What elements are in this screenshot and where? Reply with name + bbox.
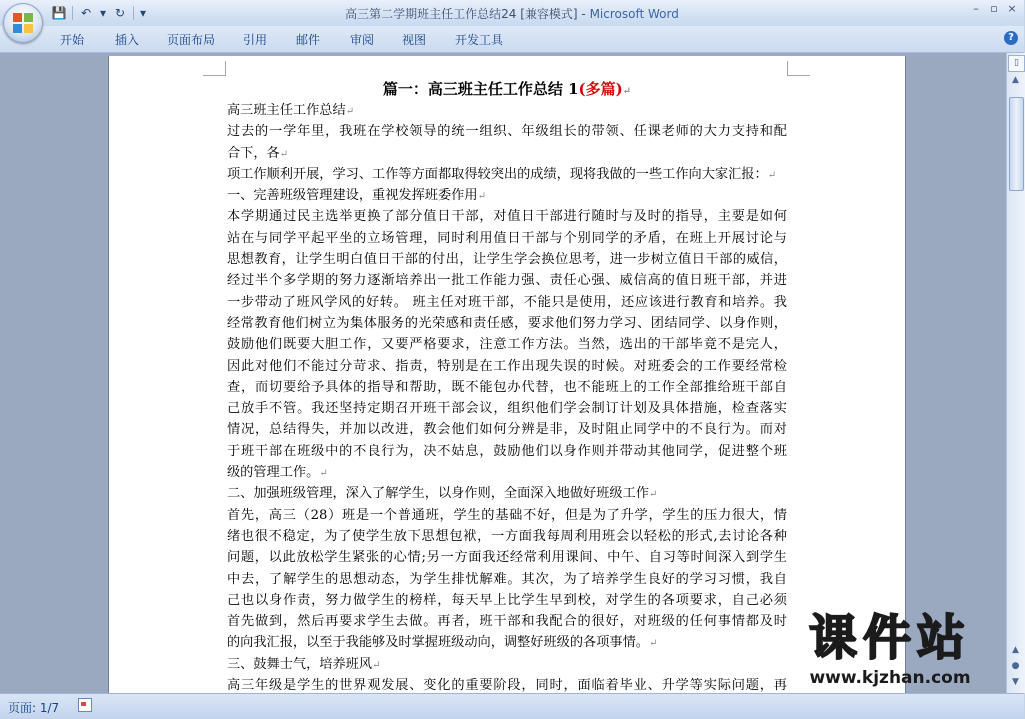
tab-mailings[interactable]: 邮件 (296, 33, 321, 47)
document-lines (227, 100, 787, 718)
paragraph-mark: ↵ (649, 638, 658, 650)
document-body[interactable] (227, 78, 787, 718)
document-line (227, 356, 787, 377)
heading-red-text: (多篇) (578, 80, 623, 98)
line-text: 经过半个多学期的努力逐渐培养出一批工作能力强、责任心强、威信高的值日班干部，并进 (227, 273, 787, 289)
title-bar (0, 0, 1024, 26)
document-line (227, 143, 787, 164)
line-text: 己也以身作责，努力做学生的榜样，每天早上比学生早到校，对学生的各项要求，自己必须 (227, 592, 787, 608)
line-text: 经常教育他们树立为集体服务的光荣感和责任感，要求他们努力学习、团结同学、以身作则， (227, 315, 787, 331)
line-text: 二、加强班级管理，深入了解学生，以身作则，全面深入地做好班级工作 (227, 486, 649, 502)
line-text: 首先做到，然后再要求学生去做。再者，班干部和我配合的很好，对班级的任何事情都及时 (227, 614, 787, 630)
line-text: 三、鼓舞士气，培养班风 (227, 656, 373, 672)
line-text: 绪也很不稳定，为了使学生放下思想包袱，一方面我每周利用班会以轻松的形式,去讨论各种 (227, 528, 787, 544)
status-bar (0, 693, 1024, 719)
scroll-thumb[interactable] (1009, 97, 1024, 191)
ribbon-tab-bar (0, 26, 1024, 53)
restore-button[interactable]: ▫ (990, 2, 998, 15)
line-text: 过去的一学年里，我班在学校领导的统一组织、年级组长的带领、任课老师的大力支持和配 (227, 124, 787, 140)
paragraph-mark: ↵ (622, 86, 632, 97)
document-line (227, 526, 787, 547)
line-text: 问题，以此放松学生紧张的心情;另一方面我还经常利用课间、中午、自习等时间深入到学生 (227, 550, 787, 566)
document-line (227, 249, 787, 270)
document-line (227, 419, 787, 440)
window-title (0, 5, 1024, 22)
line-text: 己放手不管。我还坚持定期召开班干部会议，组织他们学会制订计划及具体措施，检查落实 (227, 401, 787, 417)
line-text: 一、完善班级管理建设，重视发挥班委作用 (227, 188, 478, 204)
document-line (227, 611, 787, 632)
scroll-up-icon[interactable]: ▲ (1012, 75, 1019, 85)
document-line (227, 462, 787, 483)
watermark-url: www.kjzhan.com (809, 668, 971, 688)
document-line (227, 185, 787, 206)
line-text: 情况，总结得失，并加以改进，教会他们如何分辨是非，及时阻止同学中的不良行为。而对 (227, 422, 787, 438)
document-line (227, 398, 787, 419)
watermark-logo (765, 612, 1015, 692)
paragraph-mark: ↵ (345, 106, 355, 117)
undo-icon[interactable]: ↶ (80, 6, 92, 20)
line-text: 中去，了解学生的思想动态，为学生排忧解难。其次，为了培养学生良好的学习习惯，我自 (227, 571, 787, 587)
line-text: 本学期通过民主选举更换了部分值日干部，对值日干部进行随时与及时的指导，主要是如何 (227, 209, 787, 225)
minimize-button[interactable]: – (973, 2, 979, 15)
document-line (227, 590, 787, 611)
page-count-status[interactable]: 页面: 1/7 (8, 701, 60, 715)
proofing-icon[interactable] (78, 698, 92, 712)
document-line (227, 441, 787, 462)
help-icon[interactable]: ? (1004, 31, 1018, 45)
office-logo-icon (13, 13, 33, 33)
undo-dropdown-icon[interactable]: ▾ (99, 6, 107, 20)
document-name: 高三第二学期班主任工作总结24 [兼容模式] (345, 7, 578, 21)
margin-corner-mark (787, 61, 810, 76)
line-text: 站在与同学平起平坐的立场管理，同时利用值日干部与个别同学的矛盾，在班上开展讨论与 (227, 230, 787, 246)
paragraph-mark: ↵ (767, 169, 777, 181)
document-line (227, 292, 787, 313)
document-line (227, 164, 787, 185)
title-separator: - (577, 7, 590, 21)
redo-icon[interactable]: ↻ (114, 6, 126, 20)
tab-view[interactable]: 视图 (402, 33, 427, 47)
line-text: 首先，高三（28）班是一个普通班，学生的基础不好，但是为了升学，学生的压力很大，情 (227, 507, 787, 523)
document-line (227, 483, 787, 504)
document-line (227, 569, 787, 590)
document-line (227, 206, 787, 227)
document-page[interactable] (109, 56, 905, 706)
tab-page-layout[interactable]: 页面布局 (167, 33, 216, 47)
line-text: 鼓励他们既要大胆工作，又要严格要求，注意工作方法。当然，选出的干部毕竟不是完人， (227, 337, 787, 353)
tab-review[interactable]: 审阅 (350, 33, 375, 47)
vertical-scrollbar[interactable] (1006, 53, 1025, 693)
ruler-toggle-icon[interactable]: ▯ (1008, 55, 1025, 72)
line-text: 的向我汇报，以至于我能够及时掌握班级动向，调整好班级的各项事情。 (227, 635, 649, 651)
line-text: 于班干部在班级中的不良行为，决不姑息，鼓励他们以身作则并带动其他同学，促进整个班 (227, 443, 787, 459)
line-text: 一步带动了班风学风的好转。 班主任对班干部，不能只是使用，还应该进行教育和培养。我 (227, 294, 787, 310)
line-text: 查，而切要给予具体的指导和帮助，既不能包办代替，也不能班上的工作全部推给班干部自 (227, 379, 787, 395)
line-text: 级的管理工作。 (227, 465, 320, 481)
line-text: 高三年级是学生的世界观发展、变化的重要阶段，同时，面临着毕业、升学等实际问题，再 (227, 678, 787, 694)
tab-home[interactable]: 开始 (60, 33, 85, 47)
tab-developer[interactable]: 开发工具 (455, 33, 504, 47)
document-line (227, 313, 787, 334)
paragraph-mark: ↵ (372, 659, 381, 671)
tab-insert[interactable]: 插入 (115, 33, 140, 47)
paragraph-mark: ↵ (319, 468, 328, 480)
line-text: 高三班主任工作总结 (227, 103, 346, 118)
tab-references[interactable]: 引用 (243, 33, 268, 47)
document-line (227, 632, 787, 653)
document-line (227, 228, 787, 249)
window-controls (968, 2, 1020, 16)
paragraph-mark: ↵ (649, 489, 658, 501)
paragraph-mark: ↵ (477, 191, 486, 203)
line-text: 合下，各 (227, 145, 280, 161)
previous-page-icon[interactable]: ▲ (1012, 645, 1019, 655)
document-line (227, 547, 787, 568)
line-text: 项工作顺利开展，学习、工作等方面都取得较突出的成绩，现将我做的一些工作向大家汇报： (227, 166, 768, 182)
watermark-title: 课件站 (808, 610, 971, 666)
select-browse-object-icon[interactable]: ● (1011, 661, 1020, 671)
close-button[interactable]: × (1007, 2, 1017, 15)
document-line (227, 505, 787, 526)
paragraph-mark: ↵ (279, 148, 289, 160)
line-text: 思想教育，让学生明白值日干部的付出，让学生学会换位思考，进一步树立值日干部的威信， (227, 252, 787, 268)
customize-qat-icon[interactable]: ▾ (139, 6, 147, 20)
line-text: 因此对他们不能过分苛求、指责，特别是在工作出现失误的时候。对班委会的工作要经常检 (227, 358, 787, 374)
document-line (227, 100, 787, 121)
document-line (227, 121, 787, 142)
app-name: Microsoft Word (589, 7, 679, 21)
document-area (0, 53, 1006, 693)
margin-corner-mark (203, 61, 226, 76)
document-line (227, 270, 787, 291)
office-button[interactable] (3, 3, 43, 43)
document-line (227, 334, 787, 355)
document-line (227, 377, 787, 398)
document-line (227, 654, 787, 675)
document-heading (227, 78, 787, 100)
next-page-icon[interactable]: ▼ (1012, 677, 1019, 687)
heading-text: 篇一：高三班主任工作总结 1 (382, 80, 579, 98)
save-icon[interactable]: 💾 (51, 6, 67, 20)
